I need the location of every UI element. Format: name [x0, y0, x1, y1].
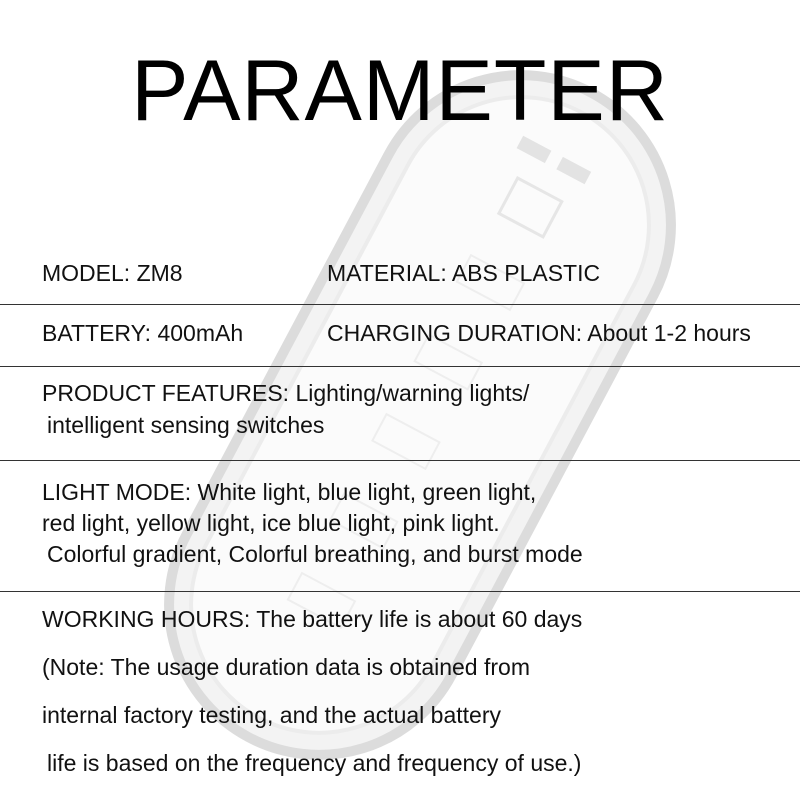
divider [0, 591, 800, 592]
material-text: MATERIAL: ABS PLASTIC [327, 260, 601, 286]
divider [0, 304, 800, 305]
light-mode-text: LIGHT MODE: White light, blue light, green light, [42, 479, 537, 505]
product-features-text: PRODUCT FEATURES: Lighting/warning lights/ [42, 380, 530, 406]
divider [0, 460, 800, 461]
note-text: (Note: The usage duration data is obtained from [42, 654, 530, 680]
note-text: internal factory testing, and the actual battery [42, 702, 501, 728]
light-mode-text-cont: red light, yellow light, ice blue light, pink light. [42, 510, 500, 536]
charging-duration-text: CHARGING DURATION: About 1-2 hours [327, 320, 751, 346]
working-hours-text: WORKING HOURS: The battery life is about 60 days [42, 606, 583, 632]
model-text: MODEL: ZM8 [42, 260, 183, 286]
divider [0, 366, 800, 367]
light-mode-text-cont: Colorful gradient, Colorful breathing, and burst mode [47, 541, 583, 567]
battery-text: BATTERY: 400mAh [42, 320, 244, 346]
page-title: PARAMETER [131, 43, 669, 139]
product-features-text-cont: intelligent sensing switches [47, 412, 325, 438]
note-text: life is based on the frequency and frequency of use.) [47, 750, 582, 776]
